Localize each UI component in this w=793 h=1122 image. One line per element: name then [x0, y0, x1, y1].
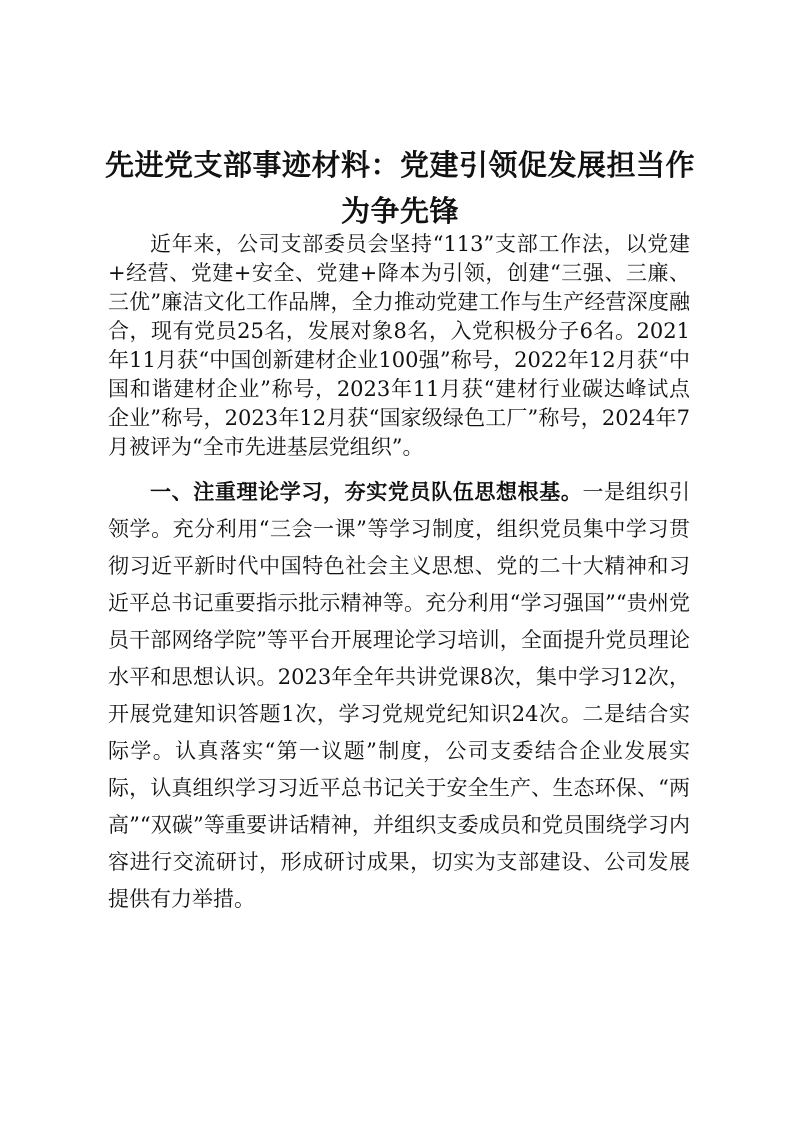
intro-paragraph — [108, 230, 690, 462]
intro-paragraph-text: 近年来，公司支部委员会坚持“113”支部工作法，以党建+经营、党建+安全、党建+降本为引领，创建“三强、三廉、三优”廉洁文化工作品牌，全力推动党建工作与生产经营深度融合，现有党员25名，发展对象8名，入党积极分子6名。2021年11月获“中国创新建材企业100强”称号，2022年12月获“中国和谐建材企业”称号，2023年11月获“建材行业碳达峰试点企业”称号，2023年12月获“国家级绿色工厂”称号，2024年7月被评为“全市先进基层党组织”。 — [108, 232, 690, 459]
page-title: 先进党支部事迹材料：党建引领促发展担当作为争先锋 — [104, 148, 695, 228]
section-one-heading: 一、注重理论学习，夯实党员队伍思想根基。 — [150, 480, 583, 504]
document-body — [108, 230, 690, 918]
section-one-paragraph — [108, 474, 690, 918]
section-one-text: 一是组织引领学。充分利用“三会一课”等学习制度，组织党员集中学习贯彻习近平新时代中国特色社会主义思想、党的二十大精神和习近平总书记重要指示批示精神等。充分利用“学习强国”“贵州党员干部网络学院”等平台开展理论学习培训，全面提升党员理论水平和思想认识。2023年全年共讲党课8次，集中学习12次，开展党建知识答题1次，学习党规党纪知识24次。二是结合实际学。认真落实“第一议题”制度，公司支委结合企业发展实际，认真组织学习习近平总书记关于安全生产、生态环保、“两高”“双碳”等重要讲话精神，并组织支委成员和党员围绕学习内容进行交流研讨，形成研讨成果，切实为支部建设、公司发展提供有力举措。 — [108, 480, 690, 911]
